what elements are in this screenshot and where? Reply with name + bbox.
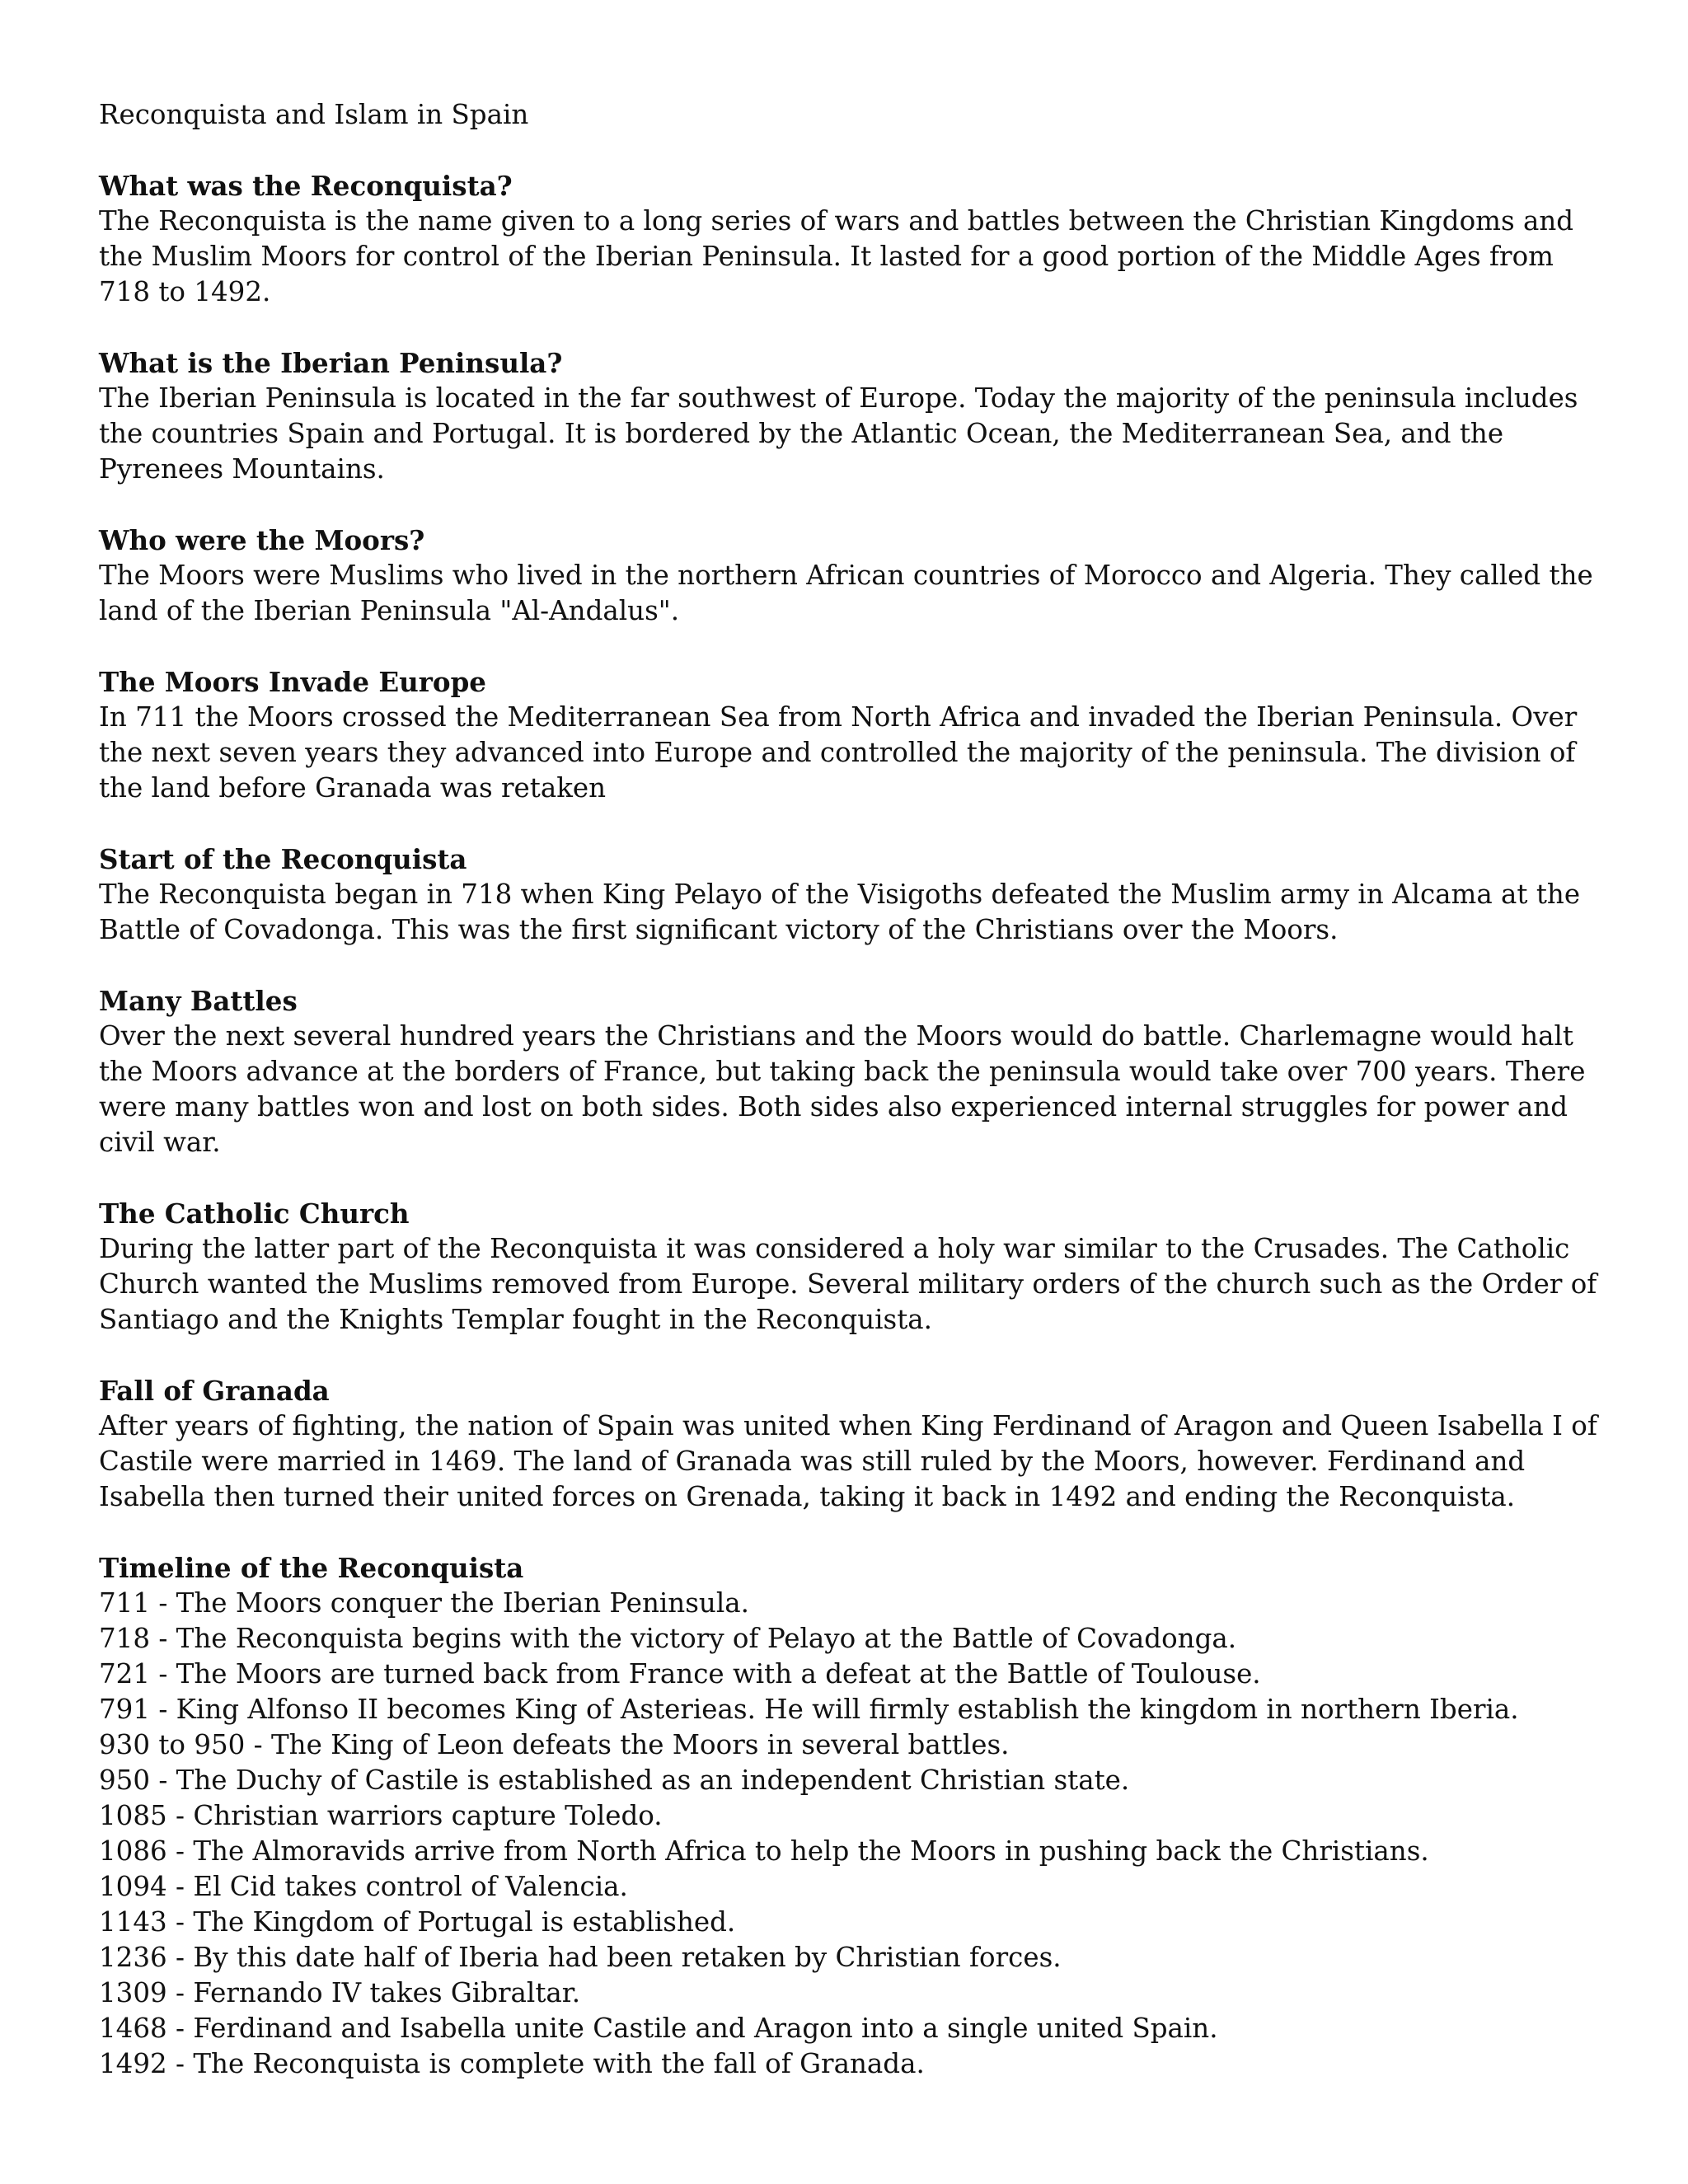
section-catholic-church [99,1196,1599,1338]
section-body: During the latter part of the Reconquista it was considered a holy war similar to the Crusades. The Catholic Church wanted the Muslims removed from Europe. Several military orders of the church such as the Order of Santiago and the Knights Templar fought in the Reconquista. [99,1233,1597,1335]
section-body: The Reconquista began in 718 when King Pelayo of the Visigoths defeated the Muslim army in Alcama at the Battle of Covadonga. This was the first significant victory of the Christians over the Moors. [99,879,1581,945]
timeline-item: 1468 - Ferdinand and Isabella unite Castile and Aragon into a single united Spain. [99,2013,1218,2044]
timeline-item: 1085 - Christian warriors capture Toledo. [99,1800,663,1831]
timeline-item: 950 - The Duchy of Castile is established as an independent Christian state. [99,1765,1130,1796]
timeline-item: 721 - The Moors are turned back from France with a defeat at the Battle of Toulouse. [99,1658,1261,1690]
timeline-item: 711 - The Moors conquer the Iberian Peninsula. [99,1587,749,1619]
document-page [99,97,1599,2117]
timeline-heading: Timeline of the Reconquista [99,1552,524,1584]
section-moors-invade-europe [99,664,1599,806]
section-who-were-moors [99,523,1599,629]
section-timeline [99,1550,1599,2082]
section-heading: Fall of Granada [99,1375,330,1407]
timeline-item: 930 to 950 - The King of Leon defeats the Moors in several battles. [99,1729,1010,1760]
section-body: The Iberian Peninsula is located in the far southwest of Europe. Today the majority of the peninsula includes the countries Spain and Portugal. It is bordered by the Atlantic Ocean, the Mediterranean Sea, and the Pyrenees Mountains. [99,382,1578,485]
timeline-item: 1094 - El Cid takes control of Valencia. [99,1871,628,1902]
timeline-item: 1309 - Fernando IV takes Gibraltar. [99,1977,581,2008]
timeline-item: 718 - The Reconquista begins with the victory of Pelayo at the Battle of Covadonga. [99,1623,1237,1654]
document-title: Reconquista and Islam in Spain [99,99,529,130]
section-body: In 711 the Moors crossed the Mediterranean Sea from North Africa and invaded the Iberian Peninsula. Over the next seven years they advanced into Europe and controlled the majority of the peninsula. The division of the land before Granada was retaken [99,701,1578,804]
section-body: Over the next several hundred years the Christians and the Moors would do battle. Charlemagne would halt the Moors advance at the borders of France, but taking back the peninsula would take over 700 years. There were many battles won and lost on both sides. Both sides also experienced internal struggles for power and civil war. [99,1020,1586,1158]
section-what-was-reconquista [99,168,1599,310]
section-iberian-peninsula [99,345,1599,487]
section-heading: Who were the Moors? [99,524,425,556]
timeline-item: 1236 - By this date half of Iberia had been retaken by Christian forces. [99,1942,1062,1973]
section-heading: What is the Iberian Peninsula? [99,347,563,379]
section-body: The Reconquista is the name given to a long series of wars and battles between the Christian Kingdoms and the Muslim Moors for control of the Iberian Peninsula. It lasted for a good portion of the Middle Ages from 718 to 1492. [99,205,1574,307]
section-heading: The Moors Invade Europe [99,666,486,698]
timeline-item: 1086 - The Almoravids arrive from North Africa to help the Moors in pushing back the Christians. [99,1835,1429,1867]
section-heading: Start of the Reconquista [99,843,467,875]
timeline-item: 1492 - The Reconquista is complete with the fall of Granada. [99,2048,925,2079]
timeline-item: 1143 - The Kingdom of Portugal is established. [99,1906,736,1938]
section-heading: What was the Reconquista? [99,170,513,202]
section-heading: The Catholic Church [99,1197,410,1230]
section-body: After years of fighting, the nation of Spain was united when King Ferdinand of Aragon and Queen Isabella I of Castile were married in 1469. The land of Granada was still ruled by the Moors, however. Ferdinand and Isabella then turned their united forces on Grenada, taking it back in 1492 and ending the Reconquista. [99,1410,1597,1512]
section-heading: Many Battles [99,985,298,1017]
section-fall-of-granada [99,1373,1599,1515]
timeline-list [99,1586,1599,2082]
section-start-of-reconquista [99,841,1599,948]
section-many-battles [99,983,1599,1160]
timeline-item: 791 - King Alfonso II becomes King of Asterieas. He will firmly establish the kingdom in northern Iberia. [99,1694,1519,1725]
section-body: The Moors were Muslims who lived in the northern African countries of Morocco and Algeria. They called the land of the Iberian Peninsula "Al-Andalus". [99,560,1593,626]
